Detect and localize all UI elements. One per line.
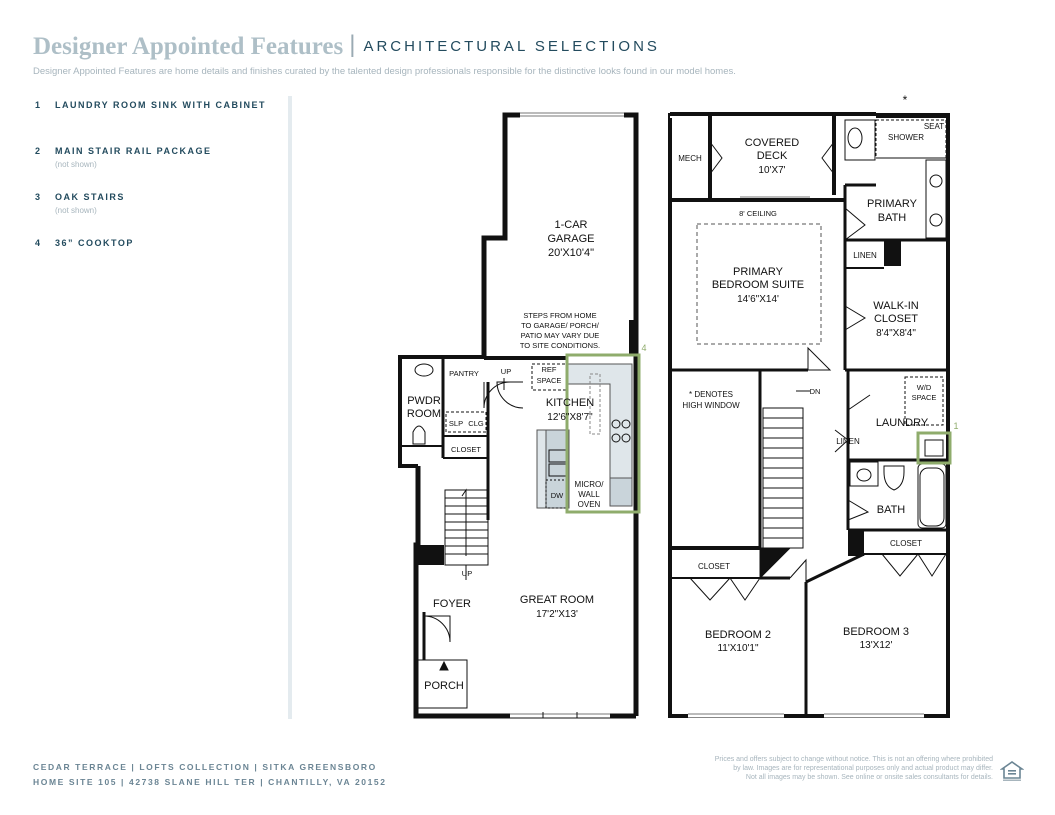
dw-label: DW bbox=[550, 491, 564, 500]
feature-marker-4: 4 bbox=[641, 343, 647, 353]
pwdr-room-label: ROOM bbox=[406, 408, 442, 420]
laundry-label: LAUNDRY bbox=[875, 417, 929, 429]
feature-number: 3 bbox=[35, 192, 42, 202]
seat-label: SEAT bbox=[923, 122, 945, 131]
footer-address bbox=[33, 760, 387, 790]
footer-home-site: HOME SITE 105 | 42738 SLANE HILL TER | CHANTILLY, VA 20152 bbox=[33, 777, 387, 787]
bedroom-2-dim: 11'X10'1" bbox=[717, 643, 759, 654]
steps-note-3: PATIO MAY VARY DUE bbox=[520, 331, 600, 340]
suite-label-2: BEDROOM SUITE bbox=[711, 279, 805, 291]
disclaimer-line: Prices and offers subject to change without notice. This is not an offering where prohibited bbox=[714, 756, 993, 763]
feature-number: 1 bbox=[35, 100, 42, 110]
bedroom-3-label: BEDROOM 3 bbox=[842, 626, 910, 638]
ref-label: REF bbox=[541, 365, 557, 374]
feature-note: (not shown) bbox=[55, 206, 97, 215]
footer-disclaimer bbox=[715, 755, 993, 782]
feature-number: 4 bbox=[35, 238, 42, 248]
garage-label-2: GARAGE bbox=[547, 233, 595, 245]
pwdr-label: PWDR bbox=[407, 395, 441, 407]
suite-dim: 14'6"X14' bbox=[737, 294, 779, 305]
high-window-label: HIGH WINDOW bbox=[682, 401, 740, 410]
covered-deck-label: COVERED bbox=[744, 137, 800, 149]
bedroom-3-dim: 13'X12' bbox=[859, 640, 893, 651]
steps-note-2: TO GARAGE/ PORCH/ bbox=[521, 321, 599, 330]
feature-label: LAUNDRY ROOM SINK WITH CABINET bbox=[55, 100, 266, 110]
equal-housing-icon bbox=[1000, 760, 1024, 782]
disclaimer-line: by law. Images are for representational purposes only and actual product may differ. bbox=[733, 765, 993, 772]
feature-label: MAIN STAIR RAIL PACKAGE bbox=[55, 146, 212, 156]
walkin-dim: 8'4"X8'4" bbox=[876, 328, 916, 339]
porch-label: PORCH bbox=[424, 680, 464, 692]
denotes-label: * DENOTES bbox=[688, 390, 734, 399]
wall-label: WALL bbox=[578, 490, 600, 499]
great-room-label: GREAT ROOM bbox=[519, 594, 595, 606]
page-title: Designer Appointed Features bbox=[33, 33, 344, 60]
page-description: Designer Appointed Features are home details and finishes curated by the talented design professionals responsible for the distinctive looks found in our model homes. bbox=[33, 66, 736, 77]
up-label-1: UP bbox=[500, 367, 512, 376]
feature-note: (not shown) bbox=[55, 160, 97, 169]
micro-label: MICRO/ bbox=[574, 480, 604, 489]
primary-bath-label-2: BATH bbox=[877, 212, 907, 224]
closet-label: CLOSET bbox=[450, 445, 482, 454]
kitchen-label: KITCHEN bbox=[545, 397, 595, 409]
slp-label: SLP bbox=[448, 419, 464, 428]
mech-label: MECH bbox=[678, 154, 702, 163]
deck-dim: 10'X7' bbox=[758, 165, 786, 176]
page-subtitle: ARCHITECTURAL SELECTIONS bbox=[363, 38, 660, 55]
feature-marker-1: 1 bbox=[953, 421, 959, 431]
great-room-dim: 17'2"X13' bbox=[536, 609, 578, 620]
kitchen-dim: 12'6"X8'7" bbox=[547, 412, 593, 423]
steps-note-4: TO SITE CONDITIONS. bbox=[519, 341, 601, 350]
closet-b3-label: CLOSET bbox=[889, 539, 923, 548]
garage-dim: 20'X10'4" bbox=[547, 247, 595, 259]
wd-label: W/D bbox=[916, 383, 932, 392]
wd-space-label: SPACE bbox=[911, 393, 937, 402]
garage-label: 1-CAR bbox=[554, 219, 588, 231]
dn-label: DN bbox=[809, 387, 821, 396]
steps-note-1: STEPS FROM HOME bbox=[523, 311, 597, 320]
feature-label: 36” COOKTOP bbox=[55, 238, 134, 248]
walkin-label: WALK-IN bbox=[873, 300, 919, 312]
closet-b2-label: CLOSET bbox=[697, 562, 731, 571]
foyer-label: FOYER bbox=[433, 598, 471, 610]
feature-number: 2 bbox=[35, 146, 42, 156]
disclaimer-line: Not all images may be shown. See online or onsite sales consultants for details. bbox=[745, 774, 993, 781]
ref-space-label: SPACE bbox=[536, 376, 562, 385]
clg-label: CLG bbox=[468, 419, 484, 428]
title-separator: | bbox=[349, 31, 356, 58]
ceiling-label: 8' CEILING bbox=[739, 209, 777, 218]
feature-label: OAK STAIRS bbox=[55, 192, 125, 202]
linen-label-1: LINEN bbox=[853, 251, 877, 260]
up-label-2: UP bbox=[461, 569, 473, 578]
suite-label: PRIMARY bbox=[733, 266, 783, 278]
shower-label: SHOWER bbox=[888, 133, 924, 142]
bath-label: BATH bbox=[876, 504, 906, 516]
pantry-label: PANTRY bbox=[449, 369, 479, 378]
walkin-closet-label: CLOSET bbox=[873, 313, 919, 325]
oven-label: OVEN bbox=[577, 500, 601, 509]
primary-bath-label: PRIMARY bbox=[867, 198, 917, 210]
high-window-asterisk: * bbox=[902, 93, 908, 107]
footer-community: CEDAR TERRACE | LOFTS COLLECTION | SITKA GREENSBORO bbox=[33, 762, 377, 772]
deck-label: DECK bbox=[756, 150, 788, 162]
upper-level-labels bbox=[678, 93, 958, 654]
linen-label-2: LINEN bbox=[836, 437, 860, 446]
bedroom-2-label: BEDROOM 2 bbox=[704, 629, 772, 641]
